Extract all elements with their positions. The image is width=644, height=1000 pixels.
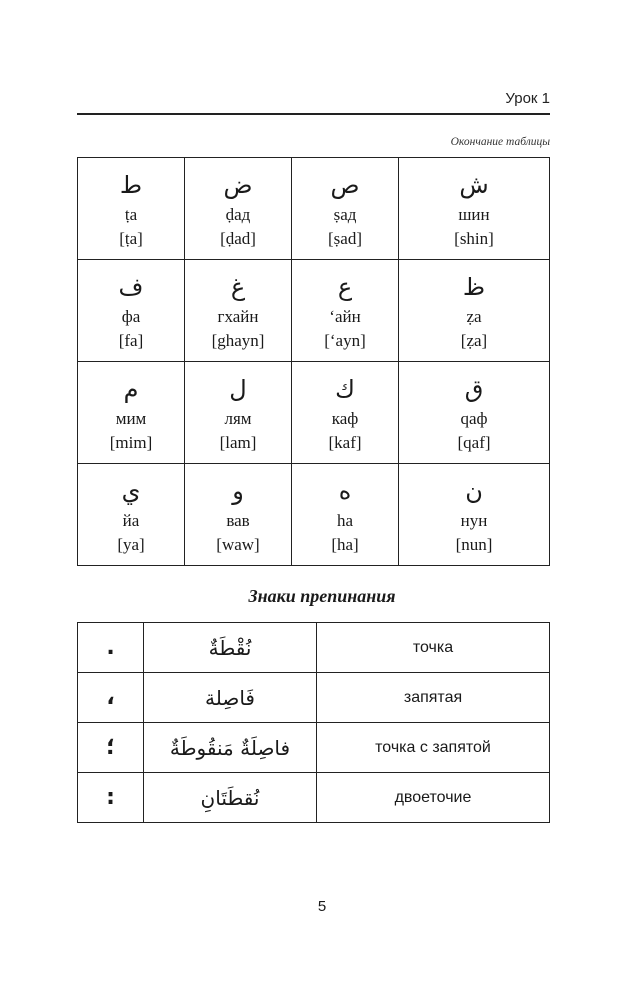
letter-name: гхайн — [217, 307, 259, 326]
russian-term: двоеточие — [317, 773, 550, 823]
letter-name: ṭa — [124, 205, 138, 224]
letter-transliteration: [ṣad] — [328, 229, 362, 248]
table-row — [78, 260, 550, 362]
arabic-letter: ي — [121, 477, 141, 505]
letter-name: ha — [336, 511, 354, 530]
arabic-term: فَاصِلة — [144, 673, 317, 723]
letter-transliteration: [nun] — [455, 535, 493, 554]
arabic-term: فاصِلَةٌ مَنقُوطَةٌ — [144, 723, 317, 773]
punctuation-table — [77, 622, 550, 823]
arabic-letter: ش — [459, 171, 489, 199]
letter-cell — [185, 362, 292, 464]
letter-name: фа — [121, 307, 141, 326]
letter-cell — [399, 158, 550, 260]
letter-cell — [78, 464, 185, 566]
letter-name: лям — [224, 409, 252, 428]
letter-cell — [292, 464, 399, 566]
letter-cell — [185, 158, 292, 260]
letter-name: каф — [331, 409, 359, 428]
table-caption: Окончание таблицы — [450, 136, 550, 148]
letter-name: ẓa — [466, 307, 482, 326]
letter-name: вав — [226, 511, 250, 530]
arabic-letter: ع — [337, 273, 353, 301]
arabic-letter: ف — [118, 273, 144, 301]
arabic-letter: ك — [335, 375, 355, 403]
page-number: 5 — [317, 898, 327, 915]
table-row — [78, 723, 550, 773]
punctuation-sign: . — [78, 623, 144, 673]
letter-cell — [292, 158, 399, 260]
letter-transliteration: [ṭa] — [119, 229, 143, 248]
russian-term: запятая — [317, 673, 550, 723]
arabic-letter: ض — [223, 171, 253, 199]
letter-name: нун — [460, 511, 488, 530]
russian-term: точка с запятой — [317, 723, 550, 773]
punctuation-sign: ؛ — [78, 723, 144, 773]
punctuation-sign: : — [78, 773, 144, 823]
table-row — [78, 673, 550, 723]
russian-term: точка — [317, 623, 550, 673]
letter-cell — [185, 464, 292, 566]
letter-transliteration: [qaf] — [457, 433, 491, 452]
letter-name: мим — [115, 409, 147, 428]
arabic-letter: ن — [465, 477, 483, 505]
letter-transliteration: [ḍad] — [220, 229, 256, 248]
arabic-term: نُقطَتَانِ — [144, 773, 317, 823]
table-row — [78, 158, 550, 260]
arabic-letter: ظ — [462, 273, 486, 301]
letter-transliteration: [ya] — [117, 535, 145, 554]
table-row — [78, 623, 550, 673]
section-title: Знаки препинания — [248, 586, 396, 606]
letter-name: qаф — [460, 409, 488, 428]
letter-cell — [292, 362, 399, 464]
letter-cell — [78, 260, 185, 362]
letter-transliteration: [ʻayn] — [324, 331, 366, 350]
arabic-letter: م — [123, 375, 139, 403]
alphabet-table — [77, 157, 550, 566]
letter-transliteration: [ghayn] — [211, 331, 265, 350]
letter-transliteration: [ẓa] — [460, 331, 488, 350]
letter-transliteration: [fa] — [118, 331, 144, 350]
punctuation-sign: ، — [78, 673, 144, 723]
arabic-term: نُقْطَةٌ — [144, 623, 317, 673]
letter-transliteration: [ha] — [331, 535, 359, 554]
letter-cell — [78, 158, 185, 260]
letter-cell — [399, 362, 550, 464]
letter-transliteration: [kaf] — [328, 433, 362, 452]
letter-cell — [292, 260, 399, 362]
arabic-letter: ل — [229, 375, 247, 403]
letter-cell — [78, 362, 185, 464]
letter-name: шин — [458, 205, 490, 224]
arabic-letter: ص — [330, 171, 360, 199]
letter-name: ʻайн — [329, 307, 361, 326]
letter-transliteration: [shin] — [454, 229, 494, 248]
table-row — [78, 362, 550, 464]
letter-cell — [185, 260, 292, 362]
letter-cell — [399, 464, 550, 566]
running-header: Урок 1 — [505, 90, 550, 107]
arabic-letter: ق — [464, 375, 484, 403]
header-rule — [77, 113, 550, 115]
arabic-letter: و — [232, 477, 244, 505]
letter-transliteration: [waw] — [216, 535, 260, 554]
table-row — [78, 773, 550, 823]
letter-name: йа — [122, 511, 140, 530]
letter-name: ḍад — [225, 205, 251, 224]
table-row — [78, 464, 550, 566]
arabic-letter: ه — [338, 477, 352, 505]
letter-name: ṣад — [333, 205, 357, 224]
letter-cell — [399, 260, 550, 362]
arabic-letter: ط — [119, 171, 143, 199]
arabic-letter: غ — [230, 273, 246, 301]
letter-transliteration: [mim] — [109, 433, 153, 452]
letter-transliteration: [lam] — [219, 433, 257, 452]
